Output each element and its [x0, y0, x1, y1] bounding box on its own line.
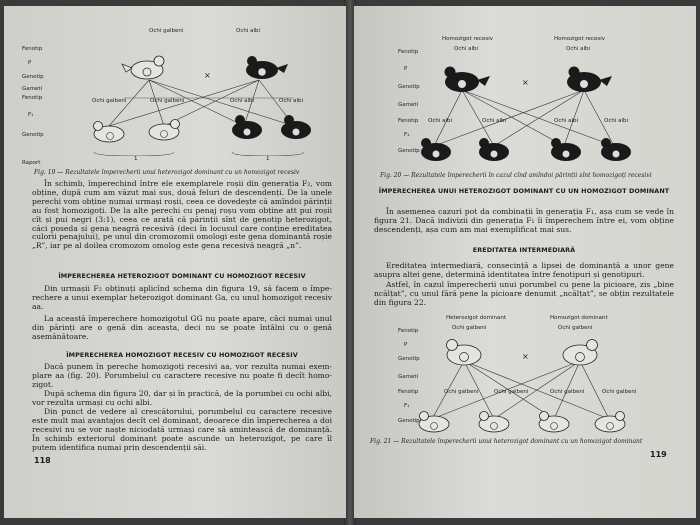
offspring-pigeon-1-icon	[94, 122, 125, 143]
fig20-label-2: Ochi albi	[482, 118, 507, 124]
fig21-header-right: Homozigot dominant	[550, 315, 608, 321]
fig21-offspring-1-icon	[419, 412, 449, 433]
page-number-right: 119	[650, 450, 667, 459]
parent-dark-pigeon-icon	[246, 56, 288, 79]
fig20-sub-right: Ochi albi	[566, 46, 591, 52]
fig19-row-fenotip: Fenotip	[22, 46, 43, 52]
fig21-row-fenotip-2: Fenotip	[398, 389, 419, 395]
fig20-header-left: Homozigot recesiv	[442, 36, 493, 42]
fig19-row-fenotip-2: Fenotip	[22, 95, 43, 101]
fig21-sub-right: Ochi galbeni	[558, 325, 593, 331]
left-paragraph-3: La această împerechere homozigotul GG nu poate apare, câci numai unul din părinți are o genă din aceasta, deci nu se poate întâlni cu o genă asemănătoare.	[32, 314, 332, 341]
fig20-header-right: Homozigot recesiv	[554, 36, 605, 42]
fig21-offspring-4-icon	[595, 412, 625, 433]
fig19-label-1: Ochi galbeni	[92, 98, 127, 104]
left-paragraph-1: În schimb, împerechind între ele exemplarele roșii din generația F₂, vom obține, după cum am văzut mai sus, două feluri de descendenți. De la unele perechi vom obține numai urmași roșii, ceea ce dovedește că amîndoi părinții au fost homozigoți. De la alte perechi cu penaj roșu vom obține att pui roșii cît și pui negri (3:1), ceea ce arată că părinții sînt de genotip heterozigot, căci poseda și gena neagră recesivă (deci în locusul care conține ereditatea culorii penajului), pe unul din cromozomii omologi este gena dominantă roșie „R”, iar pe al doilea cromozom omolog este gena recesivă neagră „n”.	[32, 179, 332, 251]
fig21-label-4: Ochi galbeni	[602, 389, 637, 395]
fig21-label-1: Ochi galbeni	[444, 389, 479, 395]
fig21-header-left: Heterozigot dominant	[446, 315, 506, 321]
right-paragraph-3: Astfel, în cazul împerecherii unui porumbel cu pene la picioare, zis „bine ncălțat”, cu unul fără pene la picioare denumit „ncălțat”, se obțin rezultatele din figura 22.	[374, 280, 674, 307]
fig20-offspring-3-icon	[551, 138, 581, 161]
fig19-header-yellow: Ochi galbeni	[149, 28, 184, 34]
fig20-row-fenotip-2: Fenotip	[398, 118, 419, 124]
fig20-label-4: Ochi albi	[604, 118, 629, 124]
cross-symbol: ×	[204, 71, 211, 80]
fig19-row-genotip-2: Genotip	[22, 132, 44, 138]
offspring-pigeon-4-icon	[281, 115, 311, 139]
fig20-label-1: Ochi albi	[428, 118, 453, 124]
right-page	[354, 6, 696, 518]
fig19-label-2: Ochi galbeni	[150, 98, 185, 104]
fig20-cross: ×	[522, 78, 529, 87]
left-paragraph-4: Dacă punem în pereche homozigoți recesivi aa, vor rezulta numai exemplare aa (fig. 20). Porumbelul cu caractere recesive nu poate fi decît homozigot.	[32, 362, 332, 389]
parent-light-pigeon-icon	[122, 56, 164, 79]
fig20-offspring-2-icon	[479, 138, 509, 161]
fig20-row-genotip-2: Genotip	[398, 148, 420, 154]
fig20-caption: Fig. 20 — Rezultatele împerecherii în cazul cînd amîndoi părinții sînt homozigoți recesivi	[380, 172, 652, 179]
fig21-label-3: Ochi galbeni	[550, 389, 585, 395]
fig20-row-fenotip: Fenotip	[398, 49, 419, 55]
left-heading-2: ÎMPERECHEREA HOMOZIGOT RECESIV CU HOMOZIGOT RECESIV	[66, 351, 298, 359]
right-paragraph-2: Ereditatea intermediară, consecință a lipsei de dominanță a unor gene asupra altei gene, determină identitatea între fenotipuri și genotipuri.	[374, 261, 674, 279]
fig21-cross: ×	[522, 352, 529, 361]
fig20-row-genotip: Genotip	[398, 84, 420, 90]
offspring-pigeon-3-icon	[232, 115, 262, 139]
fig19-row-f1: F₁	[28, 112, 34, 118]
fig19-ratio-1: 1	[134, 156, 138, 162]
fig21-offspring-3-icon	[539, 412, 569, 433]
fig19-label-4: Ochi albi	[279, 98, 304, 104]
fig21-offspring-2-icon	[479, 412, 509, 433]
left-heading-1: ÎMPERECHEREA HETEROZIGOT DOMINANT CU HOMOZIGOT RECESIV	[58, 272, 306, 280]
fig20-parent-2-icon	[567, 67, 612, 93]
fig19-row-p: P	[28, 60, 32, 66]
left-paragraph-2: Din urmașii F₂ obținuți aplicînd schema din figura 19, să facem o împerechere a unui exemplar heterozigot dominant Ga, cu unul homozigot recesiv aa.	[32, 284, 332, 311]
left-page	[4, 6, 346, 518]
fig21-row-f1: F₁	[404, 403, 410, 409]
fig19-label-3: Ochi albi	[230, 98, 255, 104]
right-heading-1: ÎMPERECHEREA UNUI HETEROZIGOT DOMINANT CU UN HOMOZIGOT DOMINANT	[378, 187, 670, 195]
fig19-header-white: Ochi albi	[236, 28, 261, 34]
fig19-row-genotip: Genotip	[22, 74, 44, 80]
fig21-row-fenotip: Fenotip	[398, 328, 419, 334]
fig20-label-3: Ochi albi	[554, 118, 579, 124]
fig20-offspring-4-icon	[601, 138, 631, 161]
fig21-caption: Fig. 21 — Rezultatele împerecherii unui heterozigot dominant cu un homozigot dominant	[370, 438, 643, 445]
right-heading-2: EREDITATEA INTERMEDIARĂ	[472, 246, 576, 254]
fig20-row-gameti: Gameti	[398, 102, 419, 108]
fig21-row-genotip-2: Genotip	[398, 418, 420, 424]
fig21-label-2: Ochi galbeni	[494, 389, 529, 395]
fig21-row-p: P	[404, 342, 408, 348]
fig21-parent-2-icon	[563, 340, 598, 366]
fig21-row-genotip: Genotip	[398, 356, 420, 362]
fig21-sub-left: Ochi galbeni	[452, 325, 487, 331]
fig20-parent-1-icon	[445, 67, 491, 93]
fig20-row-p: P	[404, 66, 408, 72]
fig21-parent-1-icon	[447, 340, 482, 366]
offspring-pigeon-2-icon	[149, 120, 180, 141]
fig20-row-f1: F₁	[404, 132, 410, 138]
fig19-row-raport: Raport	[22, 160, 41, 166]
left-paragraph-6: Din punct de vedere al crescătorului, porumbelul cu caractere recesive este mult mai avantajos decît cel dominant, deoarece din împerecherea a doi recesivi nu se vor naște niciodată urmași care să amintească de dominanță. În schimb exteriorul dominant poate ascunde un heterozigot, pe care îl putem identifica numai prin descendenții săi.	[32, 407, 332, 452]
left-paragraph-5: După schema din figura 20, dar și în practică, de la porumbei cu ochi albi, vor rezulta urmași cu ochi albi.	[32, 389, 332, 407]
fig21-row-gameti: Gameti	[398, 374, 419, 380]
fig19-caption: Fig. 19 — Rezultatele împerecherii unui heterozigot dominant cu un homozigot recesiv	[34, 169, 300, 176]
page-number-left: 118	[34, 456, 51, 465]
fig19-row-gameti: Gameti	[22, 86, 43, 92]
fig19-ratio-2: 1	[266, 156, 270, 162]
fig20-sub-left: Ochi albi	[454, 46, 479, 52]
right-paragraph-1: În asemenea cazuri pot da combinații în generația F₁, așa cum se vede în figura 21. Dacă indivizii din generația F₁ îi împerechem între ei, vom obține descendenți, așa cum am mai exemplificat mai sus.	[374, 207, 674, 234]
